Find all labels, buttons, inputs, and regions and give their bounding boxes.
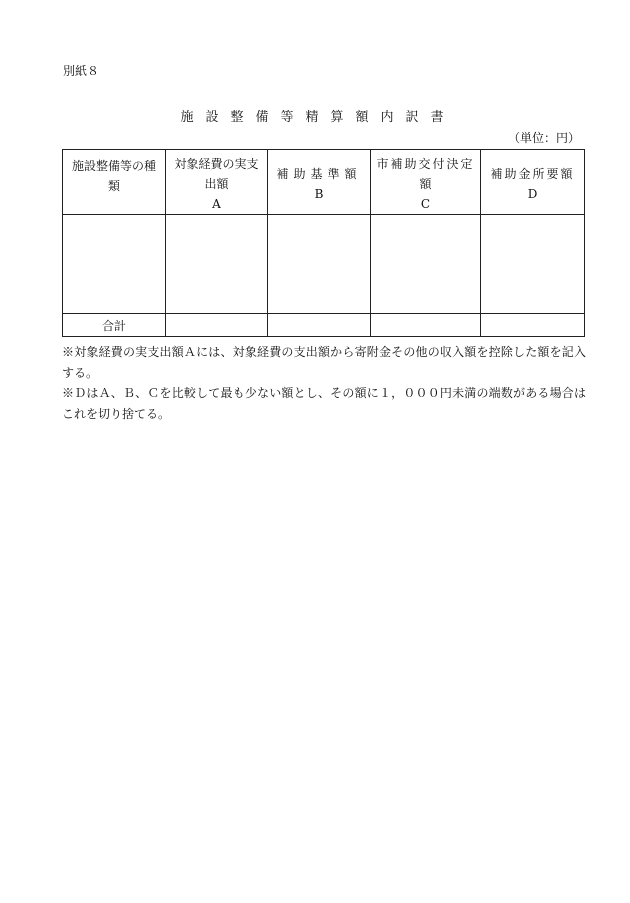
header-subsidy-standard-line2: B bbox=[314, 187, 324, 201]
attachment-label: 別紙８ bbox=[63, 64, 100, 78]
table-total-row bbox=[63, 314, 585, 337]
header-facility-type bbox=[63, 150, 166, 215]
note-1: ※対象経費の実支出額Ａには、対象経費の支出額から寄附金その他の収入額を控除した額を記入する。 bbox=[62, 345, 586, 380]
total-cell-city-grant-decision[interactable] bbox=[371, 314, 481, 337]
header-actual-expenditure bbox=[166, 150, 268, 215]
header-required-subsidy bbox=[481, 150, 585, 215]
note-2: ※ＤはＡ、Ｂ、Ｃを比較して最も少ない額とし、その額に１，０００円未満の端数がある場合はこれを切り捨てる。 bbox=[62, 386, 586, 421]
total-cell-required-subsidy[interactable] bbox=[481, 314, 585, 337]
unit-note: （単位：円） bbox=[507, 131, 580, 145]
header-city-grant-decision-line1: 市補助交付決定 bbox=[376, 157, 475, 171]
entry-cell-required-subsidy[interactable] bbox=[481, 215, 585, 314]
notes-section bbox=[62, 342, 586, 424]
header-city-grant-decision-line3: C bbox=[420, 197, 431, 211]
total-label: 合計 bbox=[63, 314, 166, 337]
header-actual-expenditure-line1: 対象経費の実支 bbox=[174, 157, 259, 171]
total-cell-actual-expenditure[interactable] bbox=[166, 314, 268, 337]
header-facility-type-line2: 類 bbox=[107, 179, 120, 193]
header-facility-type-line1: 施設整備等の種 bbox=[71, 159, 156, 173]
total-cell-subsidy-standard[interactable] bbox=[268, 314, 371, 337]
page-title: 施設整備等精算額内訳書 bbox=[180, 110, 456, 125]
entry-cell-facility-type[interactable] bbox=[63, 215, 166, 314]
entry-cell-actual-expenditure[interactable] bbox=[166, 215, 268, 314]
table-entry-row bbox=[63, 215, 585, 314]
header-actual-expenditure-line3: A bbox=[212, 197, 221, 211]
entry-cell-city-grant-decision[interactable] bbox=[371, 215, 481, 314]
entry-cell-subsidy-standard[interactable] bbox=[268, 215, 371, 314]
settlement-breakdown-table bbox=[62, 149, 585, 337]
header-city-grant-decision bbox=[371, 150, 481, 215]
header-required-subsidy-line2: D bbox=[527, 187, 538, 201]
header-subsidy-standard-line1: 補助基準額 bbox=[276, 167, 362, 181]
header-city-grant-decision-line2: 額 bbox=[419, 177, 432, 191]
header-actual-expenditure-line2: 出額 bbox=[204, 177, 229, 191]
header-required-subsidy-line1: 補助金所要額 bbox=[490, 167, 575, 181]
header-subsidy-standard bbox=[268, 150, 371, 215]
table-header-row bbox=[63, 150, 585, 215]
